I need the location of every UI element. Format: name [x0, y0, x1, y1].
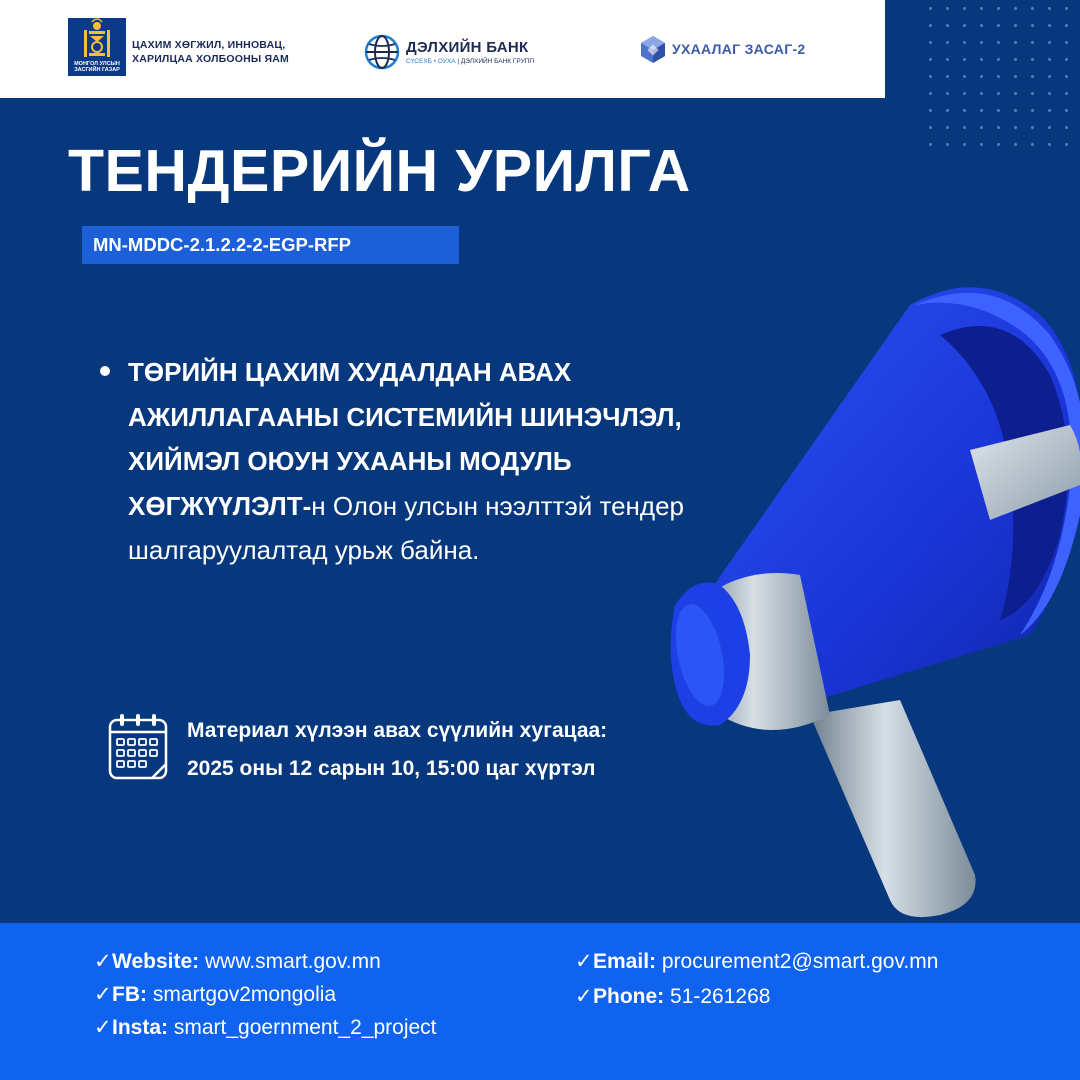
phone-link[interactable]: 51-261268 [670, 985, 771, 1008]
deadline-date: 2025 оны 12 сарын 10, 15:00 цаг хүртэл [187, 757, 596, 780]
check-icon: ✓ [94, 1016, 112, 1039]
invitation-text: н Олон улсын нээлттэй тендер шалгаруулалтад урьж байна. [128, 490, 684, 565]
dot-pattern [922, 0, 1072, 160]
bullet-icon [100, 366, 110, 376]
smartgov-name: УХААЛАГ ЗАСАГ-2 [672, 41, 806, 57]
fb-label: FB: [112, 983, 147, 1006]
announcement-text [100, 350, 750, 573]
footer-contacts [0, 923, 1080, 1080]
contact-website [94, 945, 381, 978]
contact-fb [94, 978, 336, 1011]
worldbank-sub-colored: СҮСЕХБ • ОУХА [406, 58, 456, 65]
globe-icon [364, 34, 400, 70]
calendar-icon [108, 712, 168, 780]
website-link[interactable]: www.smart.gov.mn [204, 950, 381, 973]
contact-phone [575, 980, 770, 1013]
insta-label: Insta: [112, 1016, 169, 1039]
website-label: Website: [112, 950, 200, 973]
worldbank-subtitle [406, 58, 534, 65]
deadline-label: Материал хүлээн авах сүүлийн хугацаа: [187, 719, 608, 742]
smartgov-cube-icon [638, 34, 668, 64]
check-icon: ✓ [575, 950, 593, 973]
soyombo-emblem-icon [68, 18, 126, 76]
ministry-name-line1: ЦАХИМ ХӨГЖИЛ, ИННОВАЦ, [132, 39, 286, 51]
contact-insta [94, 1011, 437, 1044]
check-icon: ✓ [575, 985, 593, 1008]
deadline-block [108, 712, 607, 788]
contact-email [575, 945, 938, 978]
page-title: ТЕНДЕРИЙН УРИЛГА [68, 138, 691, 204]
fb-link[interactable]: smartgov2mongolia [152, 983, 337, 1006]
check-icon: ✓ [94, 950, 112, 973]
worldbank-logo [364, 34, 534, 70]
phone-label: Phone: [593, 985, 665, 1008]
check-icon: ✓ [94, 983, 112, 1006]
tender-code-badge: MN-MDDC-2.1.2.2-2-EGP-RFP [82, 226, 459, 264]
worldbank-sub-rest: | ДЭЛХИЙН БАНК ГРУПП [457, 58, 535, 65]
ministry-logo [68, 18, 289, 76]
smartgov-logo [638, 34, 806, 64]
deadline-text [187, 712, 607, 788]
worldbank-title: ДЭЛХИЙН БАНК [406, 39, 529, 56]
project-name: ТӨРИЙН ЦАХИМ ХУДАЛДАН АВАХ АЖИЛЛАГААНЫ СИСТЕМИЙН ШИНЭЧЛЭЛ, ХИЙМЭЛ ОЮУН УХААНЫ МОДУЛЬ ХӨГЖҮҮЛЭЛТ- [128, 357, 682, 521]
ministry-name-line2: ХАРИЛЦАА ХОЛБООНЫ ЯАМ [132, 53, 289, 65]
insta-link[interactable]: smart_goernment_2_project [173, 1016, 437, 1039]
email-link[interactable]: procurement2@smart.gov.mn [661, 950, 939, 973]
emblem-caption: МОНГОЛ УЛСЫН ЗАСГИЙН ГАЗАР [74, 61, 120, 73]
ministry-name [132, 38, 289, 66]
email-label: Email: [593, 950, 657, 973]
announcement-paragraph [100, 350, 750, 573]
